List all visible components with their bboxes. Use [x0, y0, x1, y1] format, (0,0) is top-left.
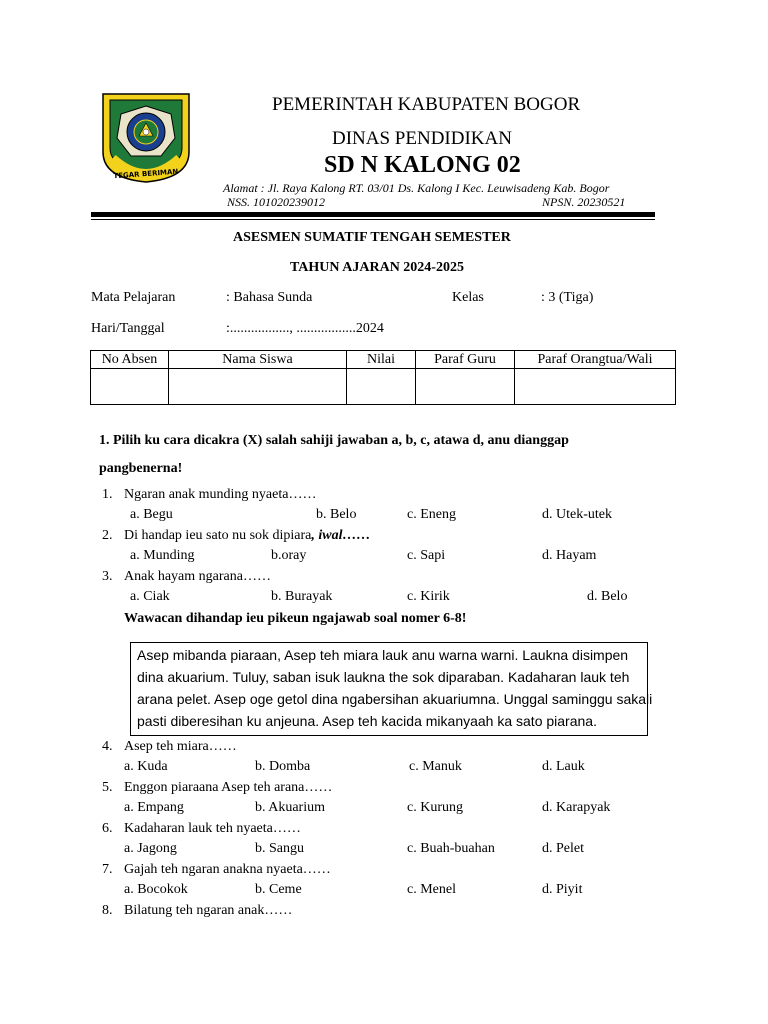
option-b: b. Belo [316, 507, 357, 522]
option-a: a. Bocokok [124, 882, 188, 897]
option-c: c. Kirik [407, 589, 450, 604]
option-d: d. Pelet [542, 841, 584, 856]
question-number: 8. [102, 903, 113, 918]
question-number: 5. [102, 780, 113, 795]
question-number: 3. [102, 569, 113, 584]
reading-passage [130, 642, 653, 736]
student-info-table [90, 350, 676, 405]
option-c: c. Manuk [409, 759, 462, 774]
question-text: Bilatung teh ngaran anak…… [124, 903, 293, 918]
header-divider-thick [91, 212, 655, 217]
option-d: d. Lauk [542, 759, 585, 774]
question-text: Kadaharan lauk teh nyaeta…… [124, 821, 301, 836]
header-nama-siswa: Nama Siswa [169, 351, 347, 369]
option-b: b. Akuarium [255, 800, 325, 815]
svg-text:TEGAR BERIMAN: TEGAR BERIMAN [113, 167, 179, 181]
question-text [124, 528, 371, 544]
header-no-absen: No Absen [91, 351, 169, 369]
cell-paraf-orangtua[interactable] [515, 369, 676, 405]
option-b: b.oray [271, 548, 307, 563]
header-paraf-guru: Paraf Guru [416, 351, 515, 369]
question-text-main: Di handap ieu sato nu sok dipiara [124, 528, 312, 543]
subject-value: : Bahasa Sunda [226, 290, 313, 305]
table-row [91, 369, 676, 405]
question-number: 4. [102, 739, 113, 754]
cell-paraf-guru[interactable] [416, 369, 515, 405]
table-header-row [91, 351, 676, 369]
subject-label: Mata Pelajaran [91, 290, 176, 305]
question-text-emphasis: , iwal…… [311, 528, 371, 543]
letterhead-department: DINAS PENDIDIKAN [332, 128, 512, 149]
school-logo [101, 92, 191, 184]
class-label: Kelas [452, 290, 484, 305]
passage-line: Asep mibanda piaraan, Asep teh miara lauk anu warna warni. Laukna disimpen [137, 647, 629, 663]
option-c: c. Buah-buahan [407, 841, 495, 856]
header-nilai: Nilai [347, 351, 416, 369]
option-a: a. Munding [130, 548, 195, 563]
kabupaten-bogor-emblem-icon [101, 92, 191, 184]
question-text: Asep teh miara…… [124, 739, 237, 754]
passage-line: pasti diberesihan ku anjeuna. Asep teh kacida mikanyaah ka sato piarana. [137, 713, 597, 729]
date-label: Hari/Tanggal [91, 321, 165, 336]
question-text: Enggon piaraana Asep teh arana…… [124, 780, 333, 795]
letterhead-address: Alamat : Jl. Raya Kalong RT. 03/01 Ds. Kalong I Kec. Leuwisadeng Kab. Bogor [223, 181, 610, 195]
option-b: b. Sangu [255, 841, 304, 856]
option-d: d. Hayam [542, 548, 597, 563]
passage-line: arana pelet. Asep oge getol dina ngabersihan akuariumna. Unggal saminggu sakali [137, 691, 653, 707]
option-b: b. Domba [255, 759, 311, 774]
question-text: Anak hayam ngarana…… [124, 569, 271, 584]
option-a: a. Jagong [124, 841, 177, 856]
cell-nama-siswa[interactable] [169, 369, 347, 405]
letterhead-npsn: NPSN. 20230521 [542, 195, 626, 209]
reading-instruction: Wawacan dihandap ieu pikeun ngajawab soal nomer 6-8! [124, 611, 467, 626]
question-number: 2. [102, 528, 113, 543]
option-d: d. Karapyak [542, 800, 611, 815]
letterhead-nss: NSS. 101020239012 [227, 195, 326, 209]
option-b: b. Ceme [255, 882, 302, 897]
class-value: : 3 (Tiga) [541, 290, 594, 305]
letterhead-government: PEMERINTAH KABUPATEN BOGOR [272, 94, 581, 115]
question-number: 7. [102, 862, 113, 877]
option-a: a. Ciak [130, 589, 170, 604]
option-c: c. Kurung [407, 800, 463, 815]
exam-title: ASESMEN SUMATIF TENGAH SEMESTER [233, 230, 511, 245]
option-c: c. Sapi [407, 548, 446, 563]
option-a: a. Kuda [124, 759, 168, 774]
option-a: a. Begu [130, 507, 173, 522]
question-text: Ngaran anak munding nyaeta…… [124, 487, 317, 502]
instruction-line-2: pangbenerna! [99, 461, 183, 476]
option-d: d. Piyit [542, 882, 583, 897]
question-number: 6. [102, 821, 113, 836]
option-b: b. Burayak [271, 589, 333, 604]
option-c: c. Menel [407, 882, 456, 897]
question-number: 1. [102, 487, 113, 502]
question-text: Gajah teh ngaran anakna nyaeta…… [124, 862, 331, 877]
option-d: d. Belo [587, 589, 628, 604]
header-divider-thin [91, 219, 655, 220]
option-d: d. Utek-utek [542, 507, 612, 522]
cell-no-absen[interactable] [91, 369, 169, 405]
option-c: c. Eneng [407, 507, 456, 522]
header-paraf-orangtua: Paraf Orangtua/Wali [515, 351, 676, 369]
instruction-line-1: 1. Pilih ku cara dicakra (X) salah sahiji jawaban a, b, c, atawa d, anu dianggap [99, 433, 569, 448]
exam-year: TAHUN AJARAN 2024-2025 [290, 260, 464, 275]
option-a: a. Empang [124, 800, 184, 815]
date-value: :................., .................2024 [226, 321, 384, 336]
cell-nilai[interactable] [347, 369, 416, 405]
letterhead-school-name: SD N KALONG 02 [324, 152, 521, 178]
passage-line: dina akuarium. Tuluy, saban isuk laukna the sok diparaban. Kadaharan lauk teh [137, 669, 630, 685]
